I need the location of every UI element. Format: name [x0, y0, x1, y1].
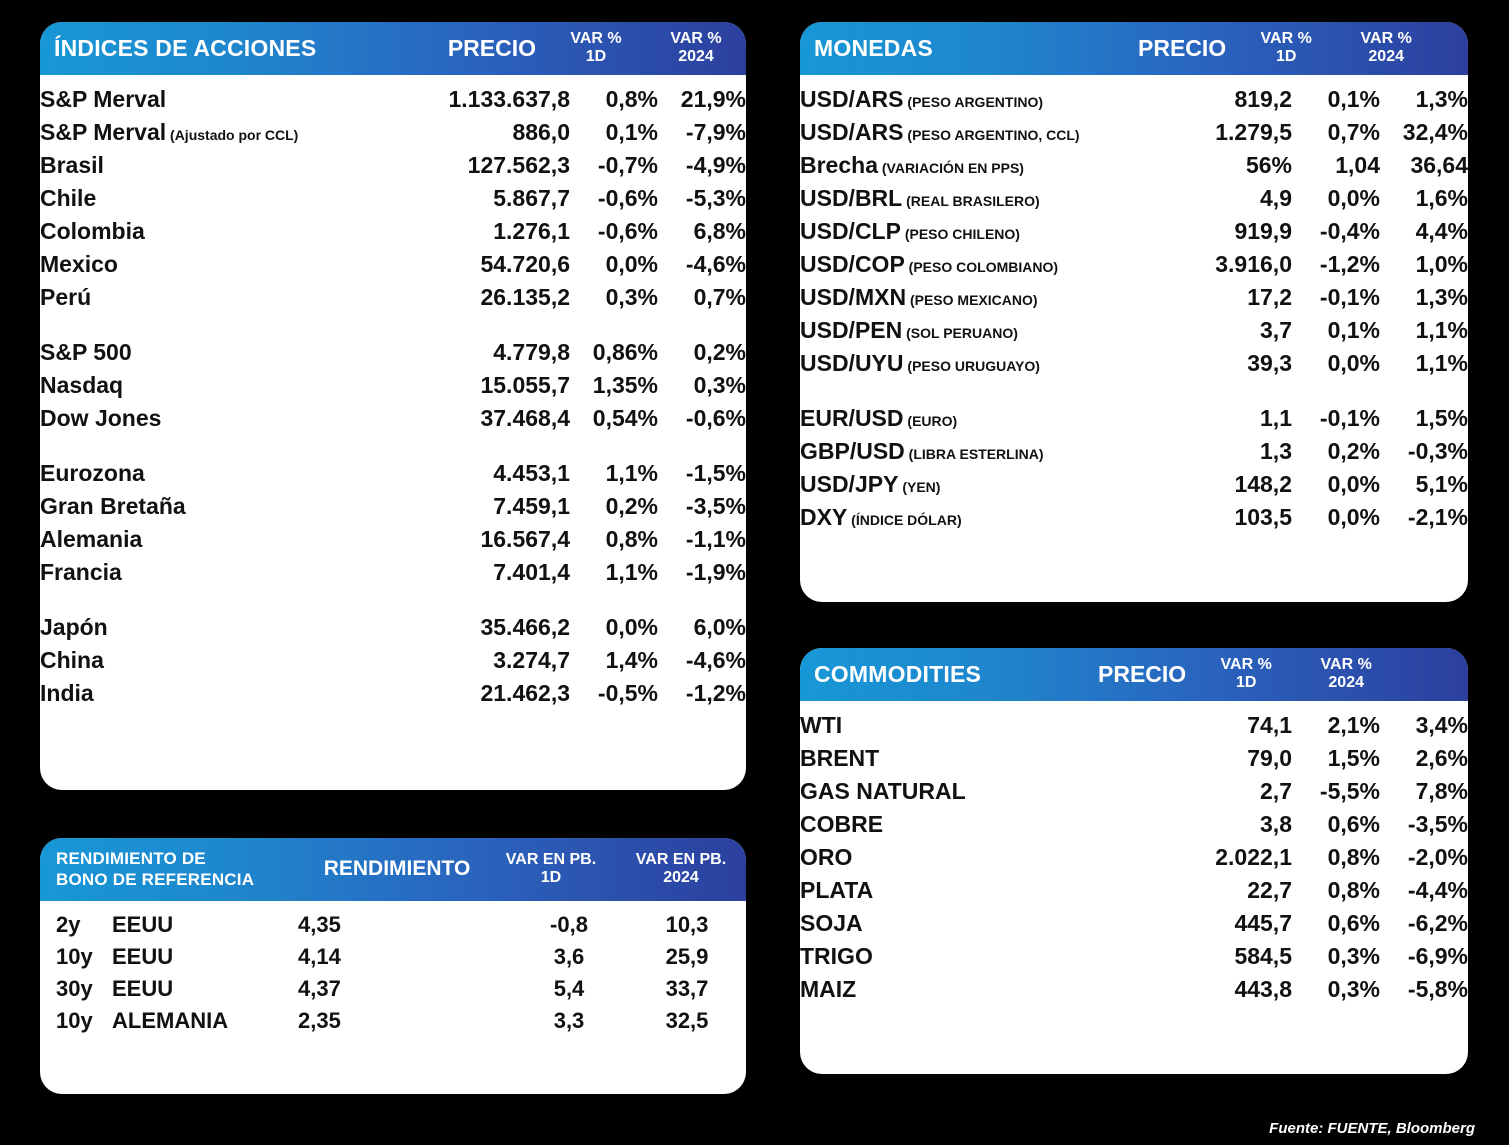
row-var-1d: -0,6% — [597, 184, 658, 211]
row-var-2024: -1,1% — [685, 525, 746, 552]
row-label-sub: (PESO CHILENO) — [900, 225, 1020, 242]
row-price: 3.916,0 — [1215, 250, 1292, 277]
row-spacer — [40, 589, 746, 611]
row-label: GAS NATURAL — [800, 777, 966, 804]
header-var-pb-1d-line1: VAR EN PB. — [505, 850, 597, 868]
row-label: USD/BRL (REAL BRASILERO) — [800, 184, 1040, 211]
row-yield: 4,35 — [298, 911, 341, 937]
header-var-pb-2024 — [616, 838, 746, 901]
table-row — [800, 83, 1468, 116]
row-label: USD/ARS (PESO ARGENTINO, CCL) — [800, 118, 1080, 145]
row-var-2024: -0,3% — [1407, 437, 1468, 464]
table-row — [800, 468, 1468, 501]
table-row — [800, 248, 1468, 281]
row-var-2024: 36,64 — [1410, 151, 1468, 178]
table-row — [40, 611, 746, 644]
table-row — [40, 523, 746, 556]
row-var-1d: 0,1% — [1327, 85, 1380, 112]
row-label-sub: (REAL BRASILERO) — [902, 192, 1040, 209]
row-var-pb-2024: 25,9 — [665, 943, 709, 969]
row-label: USD/UYU (PESO URUGUAYO) — [800, 349, 1040, 376]
row-label-sub: (Ajustado por CCL) — [166, 126, 299, 143]
table-row — [40, 248, 746, 281]
table-row — [800, 215, 1468, 248]
row-var-1d: 0,0% — [1327, 349, 1380, 376]
row-price: 148,2 — [1234, 470, 1292, 497]
row-label: TRIGO — [800, 942, 873, 969]
row-label: GBP/USD (LIBRA ESTERLINA) — [800, 437, 1044, 464]
row-label-sub: (YEN) — [898, 478, 941, 495]
row-label-sub: (PESO COLOMBIANO) — [904, 258, 1059, 275]
row-label-sub: (EURO) — [903, 412, 958, 429]
row-price: 15.055,7 — [480, 371, 570, 398]
row-var-1d: 0,54% — [592, 404, 658, 431]
table-row — [40, 644, 746, 677]
row-price: 7.401,4 — [493, 558, 570, 585]
row-price: 1.133.637,8 — [448, 85, 570, 112]
header-var-2024-line1: VAR % — [670, 30, 722, 47]
row-var-2024: 7,8% — [1415, 777, 1468, 804]
table-header-bonos — [40, 838, 746, 901]
row-country: ALEMANIA — [112, 1007, 229, 1033]
row-var-2024: 6,0% — [693, 613, 746, 640]
header-precio-monedas: PRECIO — [1138, 34, 1227, 61]
row-country: EEUU — [112, 943, 174, 969]
row-price: 584,5 — [1234, 942, 1292, 969]
row-var-2024: 0,7% — [693, 283, 746, 310]
row-price: 5.867,7 — [493, 184, 570, 211]
row-label: DXY (ÍNDICE DÓLAR) — [800, 503, 962, 530]
row-var-1d: 0,3% — [605, 283, 658, 310]
row-label: Nasdaq — [40, 371, 124, 398]
table-body-bonos — [40, 909, 746, 1037]
table-row — [40, 556, 746, 589]
row-tenor: 2y — [56, 911, 81, 937]
row-price: 919,9 — [1234, 217, 1292, 244]
header-var-1d-commodities-line2: 1D — [1235, 674, 1257, 692]
row-country: EEUU — [112, 975, 174, 1001]
row-country: EEUU — [112, 911, 174, 937]
row-var-1d: -0,5% — [597, 679, 658, 706]
row-var-1d: 0,2% — [605, 492, 658, 519]
table-row — [40, 457, 746, 490]
table-row — [800, 709, 1468, 742]
row-price: 74,1 — [1247, 711, 1292, 738]
row-label-sub: (PESO ARGENTINO, CCL) — [903, 126, 1080, 143]
row-var-2024: -3,5% — [685, 492, 746, 519]
row-price: 79,0 — [1247, 744, 1292, 771]
row-var-2024: 1,3% — [1415, 85, 1468, 112]
row-var-pb-2024: 10,3 — [665, 911, 709, 937]
table-row — [40, 336, 746, 369]
row-var-1d: 0,1% — [605, 118, 658, 145]
row-var-2024: 5,1% — [1415, 470, 1468, 497]
row-var-1d: 0,1% — [1327, 316, 1380, 343]
header-var-1d-line2: 1D — [585, 48, 607, 66]
table-row — [800, 501, 1468, 534]
row-var-2024: -5,3% — [685, 184, 746, 211]
row-var-1d: 0,3% — [1327, 942, 1380, 969]
row-var-1d: 0,8% — [605, 85, 658, 112]
header-var-pb-2024-line1: VAR EN PB. — [635, 850, 727, 868]
row-var-1d: 1,04 — [1335, 151, 1380, 178]
table-header-commodities — [800, 648, 1468, 701]
row-price: 2.022,1 — [1215, 843, 1292, 870]
header-var-pb-2024-line2: 2024 — [663, 869, 699, 887]
row-var-2024: 1,1% — [1415, 349, 1468, 376]
header-var-1d-monedas — [1236, 22, 1336, 75]
card-commodities — [800, 648, 1468, 1074]
row-var-1d: 0,7% — [1327, 118, 1380, 145]
row-var-2024: 1,0% — [1415, 250, 1468, 277]
table-header-indices — [40, 22, 746, 75]
row-spacer — [40, 435, 746, 457]
row-label: Francia — [40, 558, 122, 585]
row-label-sub: (PESO URUGUAYO) — [903, 357, 1040, 374]
table-row — [40, 973, 746, 1005]
row-var-1d: 1,4% — [605, 646, 658, 673]
table-row — [40, 369, 746, 402]
source-note: Fuente: FUENTE, Bloomberg — [1269, 1120, 1475, 1137]
card-rendimiento-bonos — [40, 838, 746, 1094]
table-row — [40, 941, 746, 973]
row-var-1d: 0,0% — [1327, 503, 1380, 530]
row-var-2024: 2,6% — [1415, 744, 1468, 771]
row-label: ORO — [800, 843, 853, 870]
row-var-2024: 1,1% — [1415, 316, 1468, 343]
row-var-2024: 4,4% — [1415, 217, 1468, 244]
header-var-2024-monedas-line1: VAR % — [1360, 30, 1412, 47]
row-label: Brasil — [40, 151, 104, 178]
row-label: S&P Merval — [40, 85, 167, 112]
row-var-1d: 0,0% — [605, 613, 658, 640]
row-price: 1,3 — [1260, 437, 1292, 464]
row-label-sub: (PESO MEXICANO) — [906, 291, 1038, 308]
row-price: 4,9 — [1260, 184, 1292, 211]
row-var-pb-2024: 32,5 — [665, 1007, 709, 1033]
row-price: 127.562,3 — [467, 151, 570, 178]
header-var-2024 — [646, 22, 746, 75]
row-var-1d: 0,0% — [1327, 470, 1380, 497]
row-price: 443,8 — [1234, 975, 1292, 1002]
row-var-2024: -7,9% — [685, 118, 746, 145]
header-title-bonos-line1: RENDIMIENTO DE — [56, 849, 206, 868]
row-price: 56% — [1245, 151, 1292, 178]
row-price: 1.279,5 — [1215, 118, 1292, 145]
table-row — [40, 677, 746, 710]
table-row — [40, 402, 746, 435]
row-var-1d: -0,1% — [1319, 283, 1380, 310]
row-label: Brecha (VARIACIÓN EN PPS) — [800, 151, 1024, 178]
row-var-1d: -0,1% — [1319, 404, 1380, 431]
row-price: 103,5 — [1234, 503, 1292, 530]
table-row — [40, 909, 746, 941]
row-var-2024: -6,2% — [1407, 909, 1468, 936]
row-var-1d: 1,1% — [605, 558, 658, 585]
row-label-sub: (LIBRA ESTERLINA) — [904, 445, 1044, 462]
table-row — [800, 742, 1468, 775]
row-var-1d: -0,4% — [1319, 217, 1380, 244]
row-var-1d: 1,5% — [1327, 744, 1380, 771]
row-var-2024: -2,1% — [1407, 503, 1468, 530]
row-price: 4.453,1 — [493, 459, 570, 486]
row-var-2024: -4,6% — [685, 646, 746, 673]
table-row — [40, 116, 746, 149]
row-var-1d: -0,6% — [597, 217, 658, 244]
row-price: 7.459,1 — [493, 492, 570, 519]
table-row — [800, 841, 1468, 874]
row-var-2024: -4,6% — [685, 250, 746, 277]
header-var-2024-commodities — [1296, 648, 1396, 701]
row-var-2024: -1,2% — [685, 679, 746, 706]
card-monedas — [800, 22, 1468, 602]
header-var-2024-monedas — [1336, 22, 1436, 75]
table-row — [800, 808, 1468, 841]
row-label: Colombia — [40, 217, 145, 244]
header-precio: PRECIO — [447, 34, 536, 61]
row-price: 1,1 — [1260, 404, 1292, 431]
table-body-commodities — [800, 709, 1468, 1006]
row-price: 54.720,6 — [480, 250, 570, 277]
row-var-2024: 21,9% — [680, 85, 746, 112]
header-var-1d-monedas-line2: 1D — [1275, 48, 1297, 66]
row-label-sub: (ÍNDICE DÓLAR) — [847, 511, 962, 528]
row-var-2024: 0,2% — [693, 338, 746, 365]
row-label: USD/PEN (SOL PERUANO) — [800, 316, 1018, 343]
row-label: China — [40, 646, 104, 673]
row-price: 35.466,2 — [480, 613, 570, 640]
header-precio-commodities: PRECIO — [1098, 660, 1187, 687]
table-row — [800, 775, 1468, 808]
row-var-1d: 1,35% — [592, 371, 658, 398]
row-var-pb-1d: -0,8 — [550, 911, 588, 937]
table-row — [800, 940, 1468, 973]
row-var-2024: -2,0% — [1407, 843, 1468, 870]
row-label-sub: (SOL PERUANO) — [902, 324, 1018, 341]
row-var-1d: 0,0% — [1327, 184, 1380, 211]
header-var-1d-commodities — [1196, 648, 1296, 701]
row-var-1d: 0,86% — [592, 338, 658, 365]
header-var-1d-monedas-line1: VAR % — [1260, 30, 1312, 47]
table-row — [800, 182, 1468, 215]
table-body-monedas — [800, 83, 1468, 534]
row-spacer — [40, 314, 746, 336]
row-price: 21.462,3 — [480, 679, 570, 706]
table-row — [800, 907, 1468, 940]
table-row — [800, 149, 1468, 182]
row-var-2024: -6,9% — [1407, 942, 1468, 969]
row-label: Eurozona — [40, 459, 145, 486]
row-var-1d: 0,8% — [1327, 876, 1380, 903]
row-label: BRENT — [800, 744, 880, 771]
row-var-2024: 1,6% — [1415, 184, 1468, 211]
row-label: Gran Bretaña — [40, 492, 186, 519]
row-var-1d: 0,8% — [1327, 843, 1380, 870]
row-label: Alemania — [40, 525, 143, 552]
row-label: PLATA — [800, 876, 874, 903]
header-var-2024-monedas-line2: 2024 — [1368, 48, 1404, 66]
table-row — [40, 149, 746, 182]
row-spacer — [800, 380, 1468, 402]
row-label: India — [40, 679, 94, 706]
row-label: COBRE — [800, 810, 884, 837]
row-var-1d: -5,5% — [1319, 777, 1380, 804]
row-price: 445,7 — [1234, 909, 1292, 936]
row-var-2024: -4,9% — [685, 151, 746, 178]
header-title-monedas: MONEDAS — [814, 34, 933, 61]
row-var-1d: -0,7% — [597, 151, 658, 178]
row-var-2024: -1,5% — [685, 459, 746, 486]
row-label: S&P 500 — [40, 338, 132, 365]
header-title-bonos — [40, 838, 308, 901]
table-row — [40, 281, 746, 314]
table-commodities — [800, 709, 1468, 1006]
row-var-1d: 2,1% — [1327, 711, 1380, 738]
row-price: 26.135,2 — [480, 283, 570, 310]
row-var-pb-1d: 3,3 — [553, 1007, 585, 1033]
header-var-1d-commodities-line1: VAR % — [1220, 656, 1272, 673]
row-price: 1.276,1 — [493, 217, 570, 244]
row-var-2024: -1,9% — [685, 558, 746, 585]
row-var-2024: -4,4% — [1407, 876, 1468, 903]
table-bonos — [40, 909, 746, 1037]
row-label: MAIZ — [800, 975, 857, 1002]
row-label: Mexico — [40, 250, 118, 277]
row-yield: 2,35 — [298, 1007, 341, 1033]
header-var-pb-1d — [486, 838, 616, 901]
row-label: USD/COP (PESO COLOMBIANO) — [800, 250, 1059, 277]
table-row — [800, 402, 1468, 435]
header-var-1d — [546, 22, 646, 75]
row-label: USD/MXN (PESO MEXICANO) — [800, 283, 1038, 310]
row-var-1d: 0,8% — [605, 525, 658, 552]
table-indices — [40, 83, 746, 710]
table-row — [800, 973, 1468, 1006]
table-row — [800, 281, 1468, 314]
row-var-pb-1d: 5,4 — [553, 975, 585, 1001]
row-var-2024: 1,3% — [1415, 283, 1468, 310]
row-price: 37.468,4 — [480, 404, 570, 431]
table-row — [800, 347, 1468, 380]
row-var-1d: 0,2% — [1327, 437, 1380, 464]
row-price: 16.567,4 — [480, 525, 570, 552]
row-label: Dow Jones — [40, 404, 162, 431]
row-tenor: 30y — [56, 975, 93, 1001]
table-body-indices — [40, 83, 746, 710]
header-var-pb-1d-line2: 1D — [540, 869, 562, 887]
row-var-2024: 32,4% — [1402, 118, 1468, 145]
table-row — [800, 116, 1468, 149]
header-title-indices: ÍNDICES DE ACCIONES — [54, 34, 317, 61]
row-label: Chile — [40, 184, 97, 211]
table-row — [40, 215, 746, 248]
row-price: 39,3 — [1247, 349, 1292, 376]
row-label: USD/CLP (PESO CHILENO) — [800, 217, 1020, 244]
table-row — [40, 1005, 746, 1037]
row-price: 17,2 — [1247, 283, 1292, 310]
table-row — [800, 874, 1468, 907]
row-label: SOJA — [800, 909, 863, 936]
card-indices-acciones — [40, 22, 746, 790]
table-monedas — [800, 83, 1468, 534]
table-row — [40, 83, 746, 116]
header-var-2024-commodities-line1: VAR % — [1320, 656, 1372, 673]
row-price: 3,8 — [1260, 810, 1292, 837]
header-rendimiento: RENDIMIENTO — [323, 857, 471, 881]
row-price: 3.274,7 — [493, 646, 570, 673]
row-label: USD/ARS (PESO ARGENTINO) — [800, 85, 1044, 112]
row-var-2024: -0,6% — [685, 404, 746, 431]
row-label-sub: (PESO ARGENTINO) — [903, 93, 1044, 110]
row-tenor: 10y — [56, 1007, 93, 1033]
row-var-1d: 0,0% — [605, 250, 658, 277]
header-var-2024-line2: 2024 — [678, 48, 714, 66]
row-var-1d: 1,1% — [605, 459, 658, 486]
table-row — [800, 314, 1468, 347]
row-var-pb-1d: 3,6 — [553, 943, 585, 969]
row-price: 2,7 — [1260, 777, 1292, 804]
row-var-1d: 0,6% — [1327, 909, 1380, 936]
row-price: 3,7 — [1260, 316, 1292, 343]
row-yield: 4,37 — [298, 975, 341, 1001]
header-var-2024-commodities-line2: 2024 — [1328, 674, 1364, 692]
row-var-1d: 0,6% — [1327, 810, 1380, 837]
row-var-pb-2024: 33,7 — [665, 975, 709, 1001]
row-price: 819,2 — [1234, 85, 1292, 112]
row-var-2024: 6,8% — [693, 217, 746, 244]
row-label: USD/JPY (YEN) — [800, 470, 941, 497]
row-var-2024: 1,5% — [1415, 404, 1468, 431]
header-title-bonos-line2: BONO DE REFERENCIA — [56, 870, 255, 890]
header-title-commodities: COMMODITIES — [814, 660, 982, 687]
row-label-sub: (VARIACIÓN EN PPS) — [877, 159, 1024, 176]
row-price: 886,0 — [512, 118, 570, 145]
row-price: 22,7 — [1247, 876, 1292, 903]
row-label: Japón — [40, 613, 108, 640]
row-var-2024: -3,5% — [1407, 810, 1468, 837]
row-var-2024: 0,3% — [693, 371, 746, 398]
table-row — [40, 490, 746, 523]
row-price: 4.779,8 — [493, 338, 570, 365]
table-row — [800, 435, 1468, 468]
table-row — [40, 182, 746, 215]
row-label: EUR/USD (EURO) — [800, 404, 958, 431]
row-label: WTI — [800, 711, 843, 738]
row-var-1d: 0,3% — [1327, 975, 1380, 1002]
table-header-monedas — [800, 22, 1468, 75]
header-var-1d-line1: VAR % — [570, 30, 622, 47]
row-label: S&P Merval (Ajustado por CCL) — [40, 118, 299, 145]
row-var-2024: 3,4% — [1415, 711, 1468, 738]
row-tenor: 10y — [56, 943, 93, 969]
row-var-2024: -5,8% — [1407, 975, 1468, 1002]
row-var-1d: -1,2% — [1319, 250, 1380, 277]
row-yield: 4,14 — [298, 943, 341, 969]
row-label: Perú — [40, 283, 92, 310]
